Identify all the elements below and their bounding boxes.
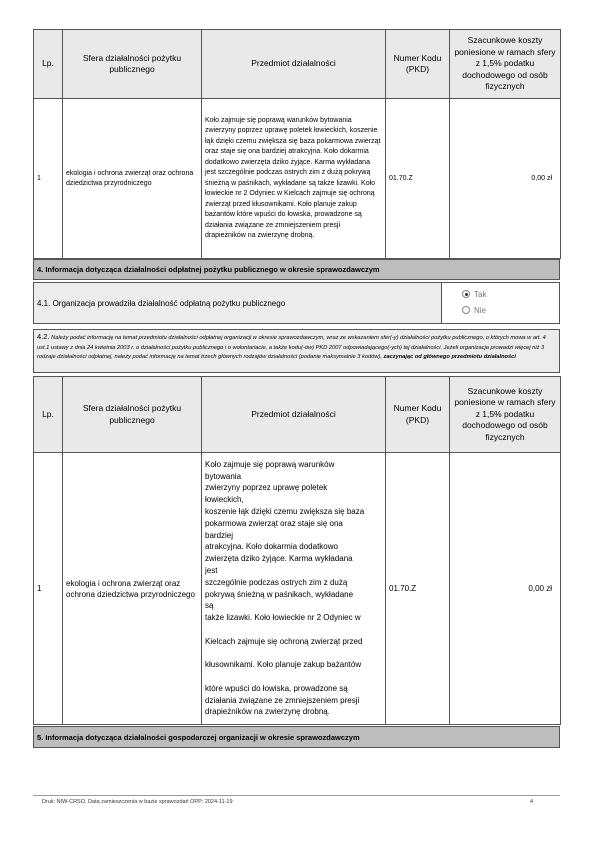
section-5-header: 5. Informacja dotycząca działalności gospodarczej organizacji w okresie sprawozdawczym xyxy=(33,726,560,748)
cell-przedmiot: Koło zajmuje się poprawą warunków bytowania zwierzyny poprzez uprawę poletek łowieckich, koszenie łąk dzięki czemu zwiększa się baza pokarmowa zwierząt oraz staje się ona bardziej atrakcyjna. Koło dokarmia dodatkowo zwierzęta dziko żyjące. Karma wykładana jest szczególnie podczas ostrych zim z dużą pokrywą śnieżną w paśnikach, wykładane są także lizawki. Koło łowieckie nr 2 Odyniec w Kielcach zajmuje się ochroną zwierząt przed kłusownikami. Koło planuje zakup bażantów które wpuści do łowiska, prowadzone są działania związane ze zmniejszeniem presji drapieżników na zwierzynę drobną. xyxy=(202,453,386,725)
radio-option-nie[interactable] xyxy=(462,302,559,318)
cell-lp: 1 xyxy=(34,99,63,259)
cell-kod: 01.70.Z xyxy=(386,99,450,259)
question-4-1-row xyxy=(33,282,560,324)
footer-divider xyxy=(33,795,560,796)
question-4-1-label: 4.1. Organizacja prowadziła działalność odpłatną pożytku publicznego xyxy=(37,298,286,308)
radio-label-nie: Nie xyxy=(474,305,487,315)
cell-koszty: 0,00 zł xyxy=(450,99,561,259)
note-bold-text: zaczynając od głównego przedmiotu działalności xyxy=(383,354,516,360)
header-przedmiot: Przedmiot działalności xyxy=(202,30,386,99)
cell-sfera: ekologia i ochrona zwierząt oraz ochrona dziedzictwa przyrodniczego xyxy=(63,99,202,259)
note-number: 4.2. xyxy=(37,332,50,341)
header-koszty: Szacunkowe koszty poniesione w ramach sfery z 1,5% podatku dochodowego od osób fizycznych xyxy=(450,30,561,99)
header-przedmiot: Przedmiot działalności xyxy=(202,377,386,453)
radio-selected-icon[interactable] xyxy=(462,290,470,298)
radio-unselected-icon[interactable] xyxy=(462,306,470,314)
cell-lp: 1 xyxy=(34,453,63,725)
header-kod: Numer Kodu (PKD) xyxy=(386,377,450,453)
radio-label-tak: Tak xyxy=(474,289,487,299)
header-koszty: Szacunkowe koszty poniesione w ramach sfery z 1,5% podatku dochodowego od osób fizycznych xyxy=(450,377,561,453)
section-4-header: 4. Informacja dotycząca działalności odpłatnej pożytku publicznego w okresie sprawozdawczym xyxy=(33,259,560,280)
header-sfera: Sfera działalności pożytku publicznego xyxy=(63,30,202,99)
note-text: Należy podać informację na temat przedmiotu działalności odpłatnej organizacji w okresie sprawozdawczym, wraz ze wskazaniem sfer(-y) działalności pożytku publicznego, o których mowa w art. 4 ust.1 ustawy z dnia 24 kwietnia 2003 r. o działalności pożytku publicznego i o wolontariacie, a także kodu(-ów) PKD 2007 odpowiadającego(-ych) tej działalności. Jeżeli organizacja prowadzi więcej niż 3 rodzaje działalności odpłatnej, należy podać informację na temat trzech głównych rodzajów działalności (podanie maksymalnie 3 kodów), xyxy=(37,335,546,360)
header-lp: Lp. xyxy=(34,30,63,99)
header-lp: Lp. xyxy=(34,377,63,453)
header-sfera: Sfera działalności pożytku publicznego xyxy=(63,377,202,453)
cell-sfera: ekologia i ochrona zwierząt oraz ochrona dziedzictwa przyrodniczego xyxy=(63,453,202,725)
page-number: 4 xyxy=(530,799,534,805)
footer-text: Druk: NIW-CRSO, Data zamieszczenia w bazie sprawozdań OPP: 2024-11-19 xyxy=(42,799,233,805)
cell-koszty: 0,00 zł xyxy=(450,453,561,725)
header-kod: Numer Kodu (PKD) xyxy=(386,30,450,99)
note-4-2 xyxy=(33,329,560,373)
cell-kod: 01.70.Z xyxy=(386,453,450,725)
radio-group xyxy=(441,283,559,323)
activity-table-1 xyxy=(33,29,561,259)
radio-option-tak[interactable] xyxy=(462,286,559,302)
activity-table-2 xyxy=(33,376,561,725)
cell-przedmiot: Koło zajmuje się poprawą warunków bytowania zwierzyny poprzez uprawę poletek łowieckich, koszenie łąk dzięki czemu zwiększa się baza pokarmowa zwierząt oraz staje się ona bardziej atrakcyjna. Koło dokarmia dodatkowo zwierzęta dziko żyjące. Karma wykładana jest szczególnie podczas ostrych zim z dużą pokrywą śnieżną w paśnikach, wykładane są także lizawki. Koło łowieckie nr 2 Odyniec w Kielcach zajmuje się ochroną zwierząt przed kłusownikami. Koło planuje zakup bażantów które wpuści do łowiska, prowadzone są działania związane ze zmniejszeniem presji drapieżników na zwierzynę drobną. xyxy=(202,99,386,259)
